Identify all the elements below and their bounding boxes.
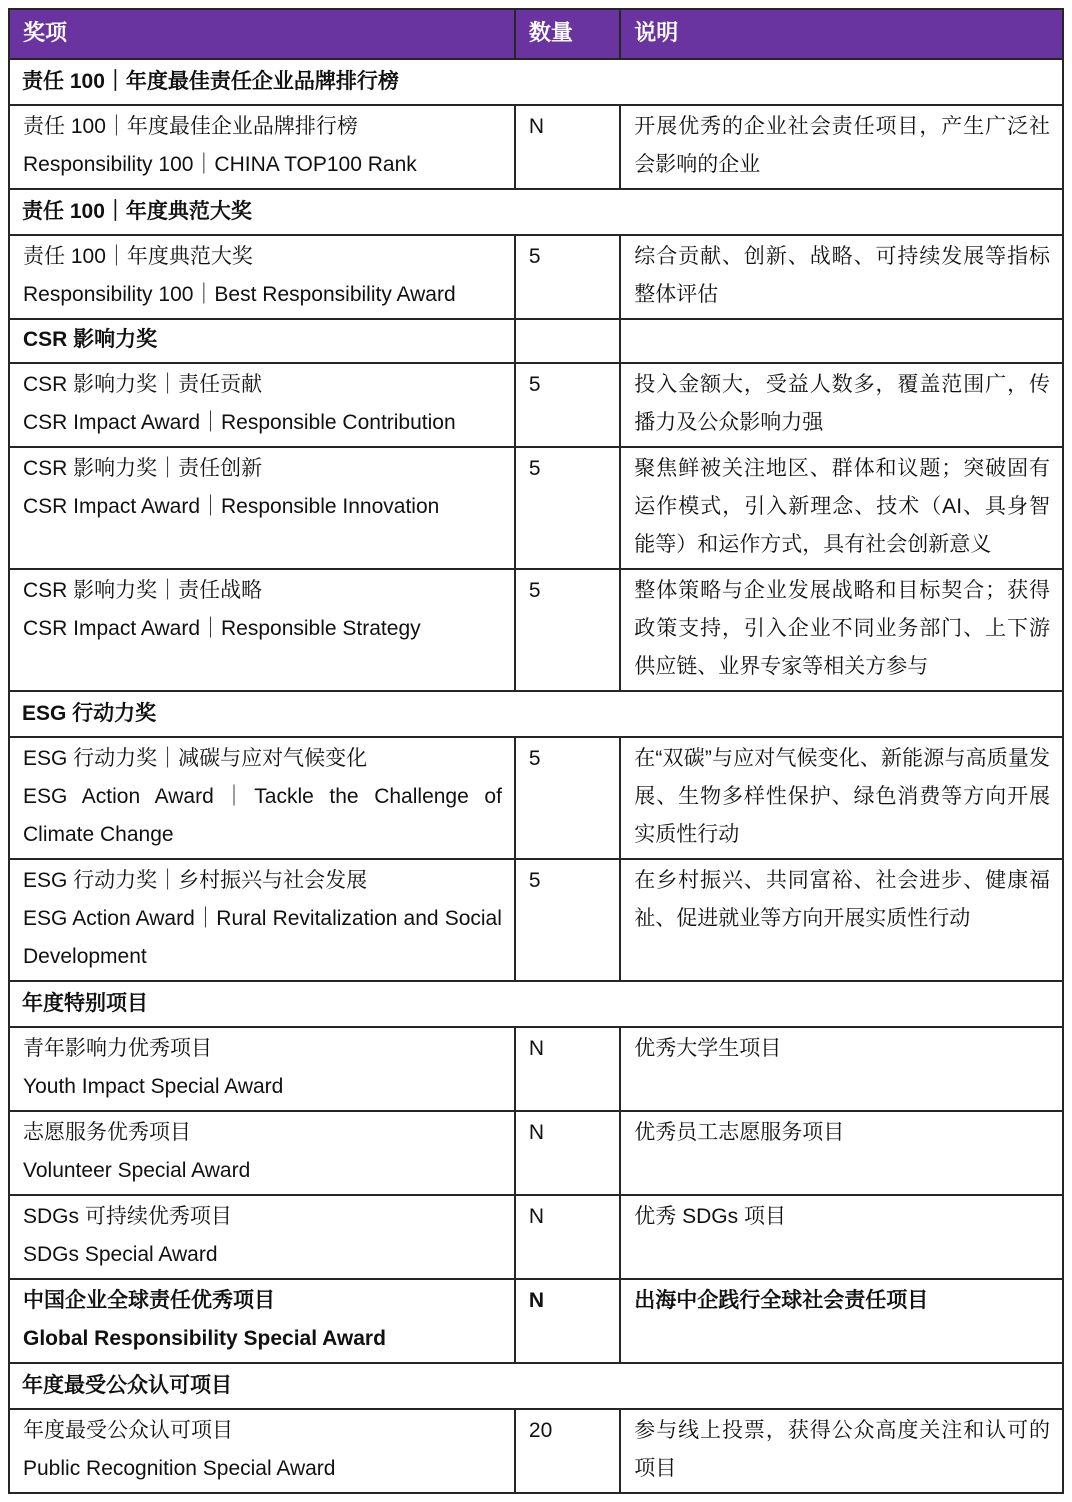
section-row xyxy=(9,981,1063,1027)
section-row xyxy=(9,1363,1063,1409)
table-header-row xyxy=(9,9,1063,59)
award-title-zh: 青年影响力优秀项目 xyxy=(23,1037,212,1060)
award-title-zh: CSR 影响力奖｜责任贡献 xyxy=(23,373,263,396)
award-title-cell xyxy=(9,363,515,447)
award-title-en: CSR Impact Award｜Responsible Strategy xyxy=(23,617,421,640)
group-header-row xyxy=(9,319,1063,363)
award-title-en: Youth Impact Special Award xyxy=(23,1075,284,1098)
award-row xyxy=(9,859,1063,981)
award-title-cell xyxy=(9,1279,515,1363)
table-header-cell-award: 奖项 xyxy=(9,9,515,59)
description-cell: 投入金额大，受益人数多，覆盖范围广，传播力及公众影响力强 xyxy=(620,363,1063,447)
award-title-cell xyxy=(9,447,515,569)
quantity-cell: N xyxy=(515,105,620,189)
award-title-en: SDGs Special Award xyxy=(23,1243,218,1266)
table-header-cell-qty: 数量 xyxy=(515,9,620,59)
award-title-en: Responsibility 100｜Best Responsibility Award xyxy=(23,283,456,306)
quantity-cell: N xyxy=(515,1195,620,1279)
award-title-zh: SDGs 可持续优秀项目 xyxy=(23,1205,232,1228)
quantity-cell: 5 xyxy=(515,737,620,859)
description-cell-empty xyxy=(620,319,1063,363)
description-cell: 开展优秀的企业社会责任项目，产生广泛社会影响的企业 xyxy=(620,105,1063,189)
award-title-cell xyxy=(9,737,515,859)
award-row xyxy=(9,105,1063,189)
award-title-zh: 责任 100｜年度最佳企业品牌排行榜 xyxy=(23,115,358,138)
award-row xyxy=(9,363,1063,447)
quantity-cell: 5 xyxy=(515,235,620,319)
award-title-zh: 志愿服务优秀项目 xyxy=(23,1121,191,1144)
award-title-zh: CSR 影响力奖｜责任创新 xyxy=(23,457,263,480)
table-header-cell-desc: 说明 xyxy=(620,9,1063,59)
description-cell: 在“双碳”与应对气候变化、新能源与高质量发展、生物多样性保护、绿色消费等方向开展实质性行动 xyxy=(620,737,1063,859)
description-cell: 参与线上投票，获得公众高度关注和认可的项目 xyxy=(620,1409,1063,1493)
description-cell: 在乡村振兴、共同富裕、社会进步、健康福祉、促进就业等方向开展实质性行动 xyxy=(620,859,1063,981)
award-title-cell xyxy=(9,1027,515,1111)
award-title-zh: CSR 影响力奖｜责任战略 xyxy=(23,579,263,602)
award-title-zh: ESG 行动力奖｜乡村振兴与社会发展 xyxy=(23,869,368,892)
description-cell: 综合贡献、创新、战略、可持续发展等指标整体评估 xyxy=(620,235,1063,319)
award-title-zh: 年度最受公众认可项目 xyxy=(23,1419,233,1442)
section-title: 年度最受公众认可项目 xyxy=(9,1363,1063,1409)
quantity-cell: N xyxy=(515,1279,620,1363)
award-title-cell xyxy=(9,235,515,319)
description-cell: 优秀员工志愿服务项目 xyxy=(620,1111,1063,1195)
award-title-en: CSR Impact Award｜Responsible Innovation xyxy=(23,495,440,518)
quantity-cell: 5 xyxy=(515,569,620,691)
award-row xyxy=(9,235,1063,319)
award-title-en: Volunteer Special Award xyxy=(23,1159,251,1182)
quantity-cell-empty xyxy=(515,319,620,363)
award-title-cell xyxy=(9,859,515,981)
award-row xyxy=(9,569,1063,691)
award-row xyxy=(9,1111,1063,1195)
award-title-en: Responsibility 100｜CHINA TOP100 Rank xyxy=(23,153,417,176)
award-title-cell xyxy=(9,1195,515,1279)
description-cell: 整体策略与企业发展战略和目标契合；获得政策支持，引入企业不同业务部门、上下游供应链、业界专家等相关方参与 xyxy=(620,569,1063,691)
award-title-en: ESG Action Award｜Rural Revitalization and Social Development xyxy=(23,907,502,968)
description-cell: 聚焦鲜被关注地区、群体和议题；突破固有运作模式，引入新理念、技术（AI、具身智能等）和运作方式，具有社会创新意义 xyxy=(620,447,1063,569)
section-title: 责任 100｜年度最佳责任企业品牌排行榜 xyxy=(9,59,1063,105)
award-row xyxy=(9,737,1063,859)
award-title-en: CSR Impact Award｜Responsible Contribution xyxy=(23,411,456,434)
quantity-cell: 20 xyxy=(515,1409,620,1493)
award-title-cell xyxy=(9,1409,515,1493)
quantity-cell: N xyxy=(515,1027,620,1111)
award-title-zh: 中国企业全球责任优秀项目 xyxy=(23,1289,275,1312)
quantity-cell: 5 xyxy=(515,859,620,981)
quantity-cell: 5 xyxy=(515,447,620,569)
award-row xyxy=(9,447,1063,569)
award-title-zh: 责任 100｜年度典范大奖 xyxy=(23,245,253,268)
award-row xyxy=(9,1027,1063,1111)
quantity-cell: 5 xyxy=(515,363,620,447)
award-title-cell xyxy=(9,105,515,189)
description-cell: 出海中企践行全球社会责任项目 xyxy=(620,1279,1063,1363)
section-title: ESG 行动力奖 xyxy=(9,691,1063,737)
award-row-bold xyxy=(9,1279,1063,1363)
awards-table xyxy=(8,8,1064,1494)
award-title-en: Public Recognition Special Award xyxy=(23,1457,336,1480)
quantity-cell: N xyxy=(515,1111,620,1195)
section-title: 年度特别项目 xyxy=(9,981,1063,1027)
award-row xyxy=(9,1195,1063,1279)
award-title-cell xyxy=(9,1111,515,1195)
section-row xyxy=(9,189,1063,235)
description-cell: 优秀 SDGs 项目 xyxy=(620,1195,1063,1279)
award-title-en: Global Responsibility Special Award xyxy=(23,1327,386,1350)
section-title: 责任 100｜年度典范大奖 xyxy=(9,189,1063,235)
award-row xyxy=(9,1409,1063,1493)
section-row xyxy=(9,59,1063,105)
group-header-title: CSR 影响力奖 xyxy=(9,319,515,363)
award-title-zh: ESG 行动力奖｜减碳与应对气候变化 xyxy=(23,747,368,770)
award-title-en: ESG Action Award｜Tackle the Challenge of Climate Change xyxy=(23,785,502,846)
section-row xyxy=(9,691,1063,737)
description-cell: 优秀大学生项目 xyxy=(620,1027,1063,1111)
award-title-cell xyxy=(9,569,515,691)
